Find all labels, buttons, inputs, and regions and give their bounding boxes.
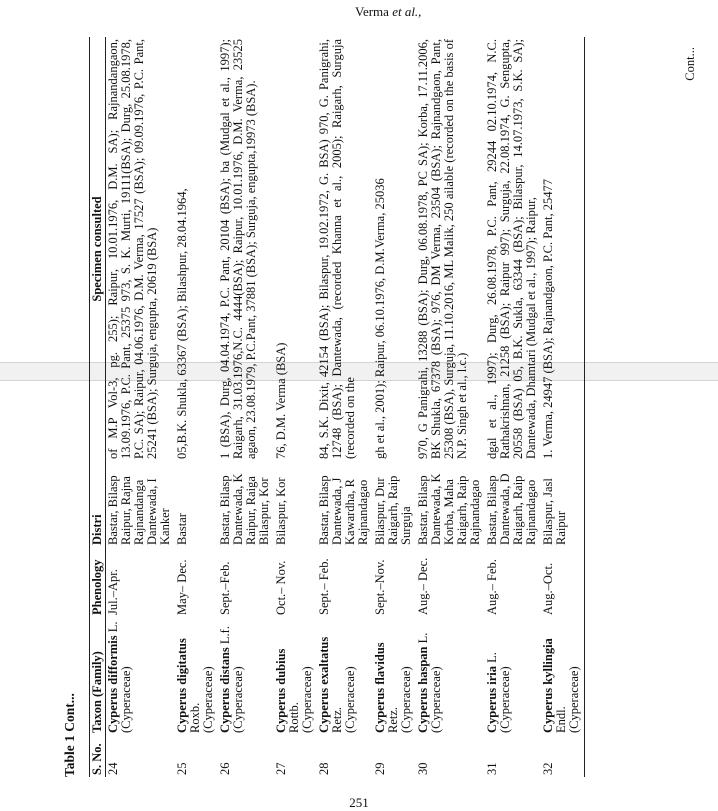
table-row (541, 37, 585, 777)
cell-sno: 24 (106, 762, 120, 775)
cell-phenology: May– Dec. (175, 559, 189, 615)
table-row (485, 37, 541, 777)
table-row (175, 37, 218, 777)
taxon-name: Cyperus flavidus (373, 642, 387, 733)
cell-specimen: of M.P Vol-3, pg. 255); Raipur, 10.01.1976, D.M. SA); Rajnandangaon, 13.09.1976, P.C. Pant, 25375 973, S. K. Murti, 19111(BSA); Durg, 25.08.1978, P.C. SA); Raipur, 04.06.1976, D.M. Verma, 17527 (BSA); 09.09.1976, P.C. Pant, 25241 (BSA); Surguja, engupta, 20619 (BSA) (106, 39, 159, 459)
cell-sno: 26 (218, 762, 232, 775)
page-number: 251 (349, 795, 369, 810)
taxon-name: Cyperus dubius (274, 648, 288, 733)
table-header-row (90, 37, 106, 777)
cell-specimen: 1. Verma, 24947 (BSA); Rajnandgaon, P.C. Pant, 25477 (541, 37, 585, 461)
cell-specimen: 05,B.K. Shukla, 63367 (BSA); Bilashpur, 28.04.1964, (175, 188, 189, 459)
taxon-name: Cyperus iria (485, 665, 499, 733)
table-row (373, 37, 416, 777)
table-row (274, 37, 317, 777)
taxon-author: Retz. (386, 706, 400, 733)
cell-specimen: gh et al., 2001); Raipur, 06.10.1976, D.M.Verma, 25036 (373, 178, 387, 459)
taxon-author: Roxb. (188, 702, 202, 733)
taxon-family: (Cyperaceae) (201, 666, 215, 733)
taxon-family: (Cyperaceae) (231, 666, 245, 733)
cell-phenology: Aug.–Oct. (541, 547, 585, 617)
taxon-author: L. (416, 632, 430, 644)
cell-taxon (175, 617, 218, 735)
taxon-family: (Cyperaceae) (343, 666, 357, 733)
table-row (416, 37, 485, 777)
cell-sno: 25 (175, 762, 189, 775)
cell-sno: 28 (317, 762, 331, 775)
cell-sno: 32 (541, 735, 585, 777)
cell-specimen: 84, S.K. Dixit, 42154 (BSA); Bilaspur, 19.02.1972, G. BSA) 970, G. Panigrahi, 12748 (BSA); Dantewada, (recorded Khanna et al., 2005); Raigarh, Surguja (recorded on the (317, 39, 357, 459)
cell-sno: 31 (485, 762, 499, 775)
cell-district: Bastar (175, 513, 189, 545)
cell-taxon (416, 617, 485, 735)
table-row (106, 37, 176, 777)
cell-phenology: Jul.–Apr. (106, 569, 120, 615)
cell-sno: 30 (416, 762, 430, 775)
taxon-name: Cyperus haspan (416, 646, 430, 733)
taxon-author: Retz. (330, 706, 344, 733)
header-author: Verma (355, 4, 389, 19)
cell-specimen: 1 (BSA), Durg, 04.04.1974, P.C. Pant, 20104 (BSA); ba (Mudgal et al., 1997); Raigarh, 31.03.1976,N.C. 4444(BSA); Raipur, 10.01.1976, D.M. Verma, 23525 agaon, 23.08.1979, P.C.Pant, 37881 (BSA); Surguja, engupta,19973 (BSA). (218, 39, 258, 459)
taxon-author: Rottb. (287, 702, 301, 733)
taxon-family: (Cyperaceae) (429, 666, 443, 733)
cell-sno: 27 (274, 762, 288, 775)
taxon-family: (Cyperaceae) (399, 666, 413, 733)
taxon-author: Endl. (554, 706, 568, 733)
cell-phenology: Sept.– Feb. (317, 558, 331, 615)
cell-district: Bastar, Bilasp Raipur, Rajna Rajnandanga Dantewada, I Kanker (106, 475, 172, 545)
cell-district: Bastar, Bilasp Dantewada, K Korba, Maha Raigarh, Raip Rajnandagao (416, 473, 482, 545)
col-header-sno: S. No. (90, 735, 106, 777)
taxon-name: Cyperus exaltatus (317, 636, 331, 733)
table-row (317, 37, 373, 777)
taxon-name: Cyperus distans (218, 647, 232, 733)
table-caption: Table 1 Cont... (62, 693, 77, 777)
species-table (89, 37, 585, 777)
col-header-specimen: Specimen consulted (90, 37, 106, 461)
taxon-name: Cyperus kyllingia (541, 638, 555, 733)
cell-specimen: 76, D.M. Verma (BSA) (274, 342, 288, 459)
taxon-family: (Cyperaceae) (567, 666, 581, 733)
cell-phenology: Aug.– Feb. (485, 559, 499, 615)
cell-district: Bastar, Bilasp Dantewada, J Kawardha, R Rajnandagao (317, 475, 370, 545)
cell-district: Bastar, Bilasp Dantewada, K Raipur, Raiga Bilaspur, Kor (218, 473, 271, 545)
col-header-phenology: Phenology (90, 547, 106, 617)
cell-district: Bilaspur, Dur Raigarh, Raip Surguja (373, 475, 413, 545)
table-row (218, 37, 274, 777)
cell-specimen: dgal et al., 1997); Durg, 26.08.1978, P.C. Pant, 29244 02.10.1974, N.C. Rathakrishnan, 21258 (BSA); Raipur 997); Surguja, 22.08.1974, G. Sengupta, 20558 (BSA) 05, B.K. Sukla, 63344 (BSA); Bilaspur, 14.07.1973, S.K. SA); Dantewada, Dhamtari (Mudgal et al., 1997); Raipur, (485, 39, 538, 459)
cell-phenology: Aug.– Dec. (416, 557, 430, 615)
cell-taxon (373, 617, 416, 735)
taxon-family: (Cyperaceae) (498, 666, 512, 733)
cell-specimen: 970, G Panigrahi, 13288 (BSA); Durg, 06.08.1978, PC SA); Korba, 17.11.2006, BK Shukla, 67378 (BSA); 976, DM Verma, 23504 (BSA); Rajnandgaon, Pant, 25308 (BSA), Surguja, 11.10.2016, ML Malik, 250 ailable (recorded on the basis of N.P. Singh et al., l.c.) (416, 39, 469, 459)
col-header-district: Distri (90, 461, 106, 547)
cell-district: Bastar, Bilasp Dantewada, D Raigarh, Raip Rajnandagao (485, 473, 538, 545)
taxon-name: Cyperus digitatus (175, 638, 189, 733)
taxon-family: (Cyperaceae) (300, 666, 314, 733)
running-header (355, 4, 421, 20)
rotated-table-region (62, 37, 702, 777)
cell-district: Bilaspur, Jasl Raipur (541, 461, 585, 547)
taxon-author: L. (106, 621, 120, 633)
cell-taxon (317, 617, 373, 735)
continued-note: Cont... (683, 47, 697, 81)
cell-taxon (485, 617, 541, 735)
header-etal: et al., (392, 4, 422, 19)
cell-phenology: Oct.– Nov. (274, 560, 288, 615)
cell-district: Bilaspur, Kor (274, 477, 288, 545)
taxon-author: L. (485, 652, 499, 663)
cell-taxon (106, 617, 176, 735)
cell-taxon (218, 617, 274, 735)
taxon-family: (Cyperaceae) (119, 666, 133, 733)
table-body (106, 37, 585, 777)
taxon-name: Cyperus difformis (106, 635, 120, 733)
cell-phenology: Sept.–Feb. (218, 561, 232, 615)
cell-taxon (541, 617, 585, 735)
cell-phenology: Sept.–Nov. (373, 559, 387, 615)
taxon-author: L.f. (218, 626, 232, 645)
cell-taxon (274, 617, 317, 735)
col-header-taxon: Taxon (Family) (90, 617, 106, 735)
cell-sno: 29 (373, 762, 387, 775)
